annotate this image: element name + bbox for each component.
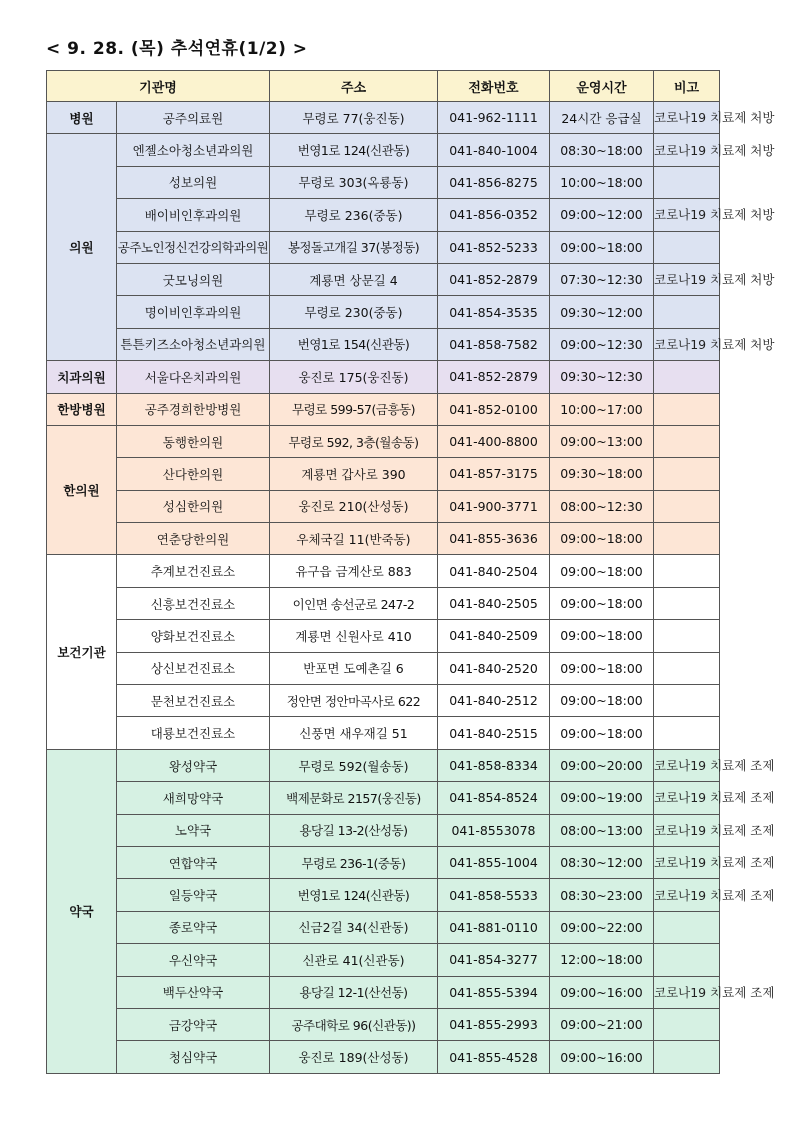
- hours-cell: 09:00~16:00: [550, 976, 654, 1008]
- hours-cell: 09:00~12:00: [550, 199, 654, 231]
- phone-cell: 041-855-3636: [438, 523, 550, 555]
- table-row: [47, 425, 720, 457]
- institution-name-cell: 청심약국: [117, 1041, 270, 1073]
- note-cell: [654, 685, 720, 717]
- address-cell: 웅진로 210(산성동): [270, 490, 438, 522]
- table-row: [47, 263, 720, 295]
- note-cell: 코로나19 치료제 조제: [654, 782, 720, 814]
- hours-cell: 09:00~22:00: [550, 911, 654, 943]
- note-cell: [654, 1041, 720, 1073]
- note-cell: [654, 458, 720, 490]
- category-cell: 한방병원: [47, 393, 117, 425]
- institution-name-cell: 동행한의원: [117, 425, 270, 457]
- hours-cell: 08:30~12:00: [550, 846, 654, 878]
- address-cell: 계룡면 신원사로 410: [270, 620, 438, 652]
- table-row: [47, 749, 720, 781]
- phone-cell: 041-852-2879: [438, 263, 550, 295]
- note-cell: [654, 231, 720, 263]
- hours-cell: 09:00~20:00: [550, 749, 654, 781]
- institution-name-cell: 배이비인후과의원: [117, 199, 270, 231]
- note-cell: [654, 166, 720, 198]
- address-cell: 신관로 41(신관동): [270, 944, 438, 976]
- note-cell: [654, 587, 720, 619]
- address-cell: 유구읍 금계산로 883: [270, 555, 438, 587]
- institution-name-cell: 대룡보건진료소: [117, 717, 270, 749]
- institution-name-cell: 튼튼키즈소아청소년과의원: [117, 328, 270, 360]
- institution-name-cell: 굿모닝의원: [117, 263, 270, 295]
- hours-cell: 10:00~18:00: [550, 166, 654, 198]
- table-row: [47, 911, 720, 943]
- phone-cell: 041-857-3175: [438, 458, 550, 490]
- institution-name-cell: 왕성약국: [117, 749, 270, 781]
- phone-cell: 041-852-0100: [438, 393, 550, 425]
- address-cell: 무령로 303(옥룡동): [270, 166, 438, 198]
- note-cell: [654, 911, 720, 943]
- address-cell: 무령로 592, 3층(월송동): [270, 425, 438, 457]
- phone-cell: 041-856-8275: [438, 166, 550, 198]
- phone-cell: 041-962-1111: [438, 102, 550, 134]
- institution-name-cell: 산다한의원: [117, 458, 270, 490]
- phone-cell: 041-855-4528: [438, 1041, 550, 1073]
- table-row: [47, 102, 720, 134]
- address-cell: 무령로 236(중동): [270, 199, 438, 231]
- address-cell: 반포면 도예촌길 6: [270, 652, 438, 684]
- phone-cell: 041-852-2879: [438, 361, 550, 393]
- table-row: [47, 879, 720, 911]
- institution-name-cell: 연합약국: [117, 846, 270, 878]
- table-row: [47, 166, 720, 198]
- table-row: [47, 782, 720, 814]
- table-row: [47, 944, 720, 976]
- institution-name-cell: 우신약국: [117, 944, 270, 976]
- institution-name-cell: 종로약국: [117, 911, 270, 943]
- address-cell: 무령로 230(중동): [270, 296, 438, 328]
- table-row: [47, 490, 720, 522]
- note-cell: 코로나19 치료제 처방: [654, 134, 720, 166]
- header-phone: 전화번호: [438, 71, 550, 102]
- phone-cell: 041-855-1004: [438, 846, 550, 878]
- phone-cell: 041-855-2993: [438, 1008, 550, 1040]
- note-cell: 코로나19 치료제 조제: [654, 814, 720, 846]
- category-cell: 한의원: [47, 425, 117, 555]
- note-cell: 코로나19 치료제 처방: [654, 263, 720, 295]
- header-note: 비고: [654, 71, 720, 102]
- table-row: [47, 458, 720, 490]
- address-cell: 공주대학로 96(신관동)): [270, 1008, 438, 1040]
- address-cell: 무령로 77(웅진동): [270, 102, 438, 134]
- institution-name-cell: 명이비인후과의원: [117, 296, 270, 328]
- table-row: [47, 231, 720, 263]
- header-hours: 운영시간: [550, 71, 654, 102]
- note-cell: [654, 717, 720, 749]
- table-row: [47, 1041, 720, 1073]
- hours-cell: 09:00~16:00: [550, 1041, 654, 1073]
- phone-cell: 041-852-5233: [438, 231, 550, 263]
- phone-cell: 041-854-8524: [438, 782, 550, 814]
- hours-cell: 09:00~18:00: [550, 587, 654, 619]
- address-cell: 번영1로 124(신관동): [270, 879, 438, 911]
- phone-cell: 041-840-2512: [438, 685, 550, 717]
- note-cell: 코로나19 치료제 처방: [654, 328, 720, 360]
- category-cell: 보건기관: [47, 555, 117, 749]
- phone-cell: 041-855-5394: [438, 976, 550, 1008]
- table-row: [47, 523, 720, 555]
- note-cell: [654, 944, 720, 976]
- institution-name-cell: 성보의원: [117, 166, 270, 198]
- note-cell: 코로나19 치료제 조제: [654, 749, 720, 781]
- hours-cell: 24시간 응급실: [550, 102, 654, 134]
- note-cell: [654, 523, 720, 555]
- phone-cell: 041-881-0110: [438, 911, 550, 943]
- address-cell: 계룡면 상문길 4: [270, 263, 438, 295]
- phone-cell: 041-858-7582: [438, 328, 550, 360]
- table-row: [47, 134, 720, 166]
- institution-name-cell: 일등약국: [117, 879, 270, 911]
- table-row: [47, 199, 720, 231]
- address-cell: 봉정돌고개길 37(봉정동): [270, 231, 438, 263]
- table-row: [47, 717, 720, 749]
- hours-cell: 08:30~23:00: [550, 879, 654, 911]
- phone-cell: 041-840-2505: [438, 587, 550, 619]
- address-cell: 무령로 236-1(중동): [270, 846, 438, 878]
- address-cell: 번영1로 154(신관동): [270, 328, 438, 360]
- address-cell: 무령로 599-57(금흥동): [270, 393, 438, 425]
- phone-cell: 041-840-1004: [438, 134, 550, 166]
- note-cell: [654, 425, 720, 457]
- hours-cell: 08:00~13:00: [550, 814, 654, 846]
- note-cell: [654, 361, 720, 393]
- hours-cell: 08:30~18:00: [550, 134, 654, 166]
- table-body: [47, 102, 775, 1074]
- hours-cell: 09:00~18:00: [550, 620, 654, 652]
- institution-name-cell: 문천보건진료소: [117, 685, 270, 717]
- category-cell: 약국: [47, 749, 117, 1073]
- phone-cell: 041-900-3771: [438, 490, 550, 522]
- address-cell: 정안면 정안마곡사로 622: [270, 685, 438, 717]
- table-row: [47, 846, 720, 878]
- address-cell: 이인면 송선군로 247-2: [270, 587, 438, 619]
- note-cell: [654, 296, 720, 328]
- note-cell: 코로나19 치료제 조제: [654, 879, 720, 911]
- phone-cell: 041-854-3535: [438, 296, 550, 328]
- phone-cell: 041-854-3277: [438, 944, 550, 976]
- institution-name-cell: 공주경희한방병원: [117, 393, 270, 425]
- institution-name-cell: 노약국: [117, 814, 270, 846]
- hours-cell: 09:30~12:00: [550, 296, 654, 328]
- institution-name-cell: 연춘당한의원: [117, 523, 270, 555]
- hours-cell: 09:00~13:00: [550, 425, 654, 457]
- note-cell: 코로나19 치료제 처방: [654, 199, 720, 231]
- table-row: [47, 587, 720, 619]
- hours-cell: 10:00~17:00: [550, 393, 654, 425]
- table-row: [47, 685, 720, 717]
- note-cell: 코로나19 치료제 조제: [654, 846, 720, 878]
- hours-cell: 09:30~18:00: [550, 458, 654, 490]
- phone-cell: 041-8553078: [438, 814, 550, 846]
- page-title: < 9. 28. (목) 추석연휴(1/2) >: [46, 39, 308, 59]
- institution-name-cell: 신흥보건진료소: [117, 587, 270, 619]
- institution-name-cell: 엔젤소아청소년과의원: [117, 134, 270, 166]
- institution-name-cell: 백두산약국: [117, 976, 270, 1008]
- table-row: [47, 652, 720, 684]
- hours-cell: 09:00~18:00: [550, 523, 654, 555]
- note-cell: 코로나19 치료제 처방: [654, 102, 720, 134]
- table-row: [47, 976, 720, 1008]
- note-cell: 코로나19 치료제 조제: [654, 976, 720, 1008]
- phone-cell: 041-840-2520: [438, 652, 550, 684]
- category-cell: 의원: [47, 134, 117, 361]
- table-row: [47, 620, 720, 652]
- address-cell: 계룡면 갑사로 390: [270, 458, 438, 490]
- table-row: [47, 328, 720, 360]
- note-cell: [654, 490, 720, 522]
- table-row: [47, 555, 720, 587]
- category-cell: 병원: [47, 102, 117, 134]
- address-cell: 용당길 12-1(산선동): [270, 976, 438, 1008]
- note-cell: [654, 393, 720, 425]
- table-row: [47, 1008, 720, 1040]
- institution-name-cell: 새희망약국: [117, 782, 270, 814]
- address-cell: 신금2길 34(신관동): [270, 911, 438, 943]
- address-cell: 우체국길 11(반죽동): [270, 523, 438, 555]
- institution-name-cell: 상신보건진료소: [117, 652, 270, 684]
- hours-cell: 09:00~18:00: [550, 652, 654, 684]
- hours-cell: 09:00~18:00: [550, 231, 654, 263]
- phone-cell: 041-400-8800: [438, 425, 550, 457]
- table-row: [47, 296, 720, 328]
- table-row: [47, 393, 720, 425]
- hours-cell: 09:00~19:00: [550, 782, 654, 814]
- address-cell: 무령로 592(월송동): [270, 749, 438, 781]
- phone-cell: 041-840-2515: [438, 717, 550, 749]
- institution-name-cell: 공주노인정신건강의학과의원: [117, 231, 270, 263]
- institution-name-cell: 성심한의원: [117, 490, 270, 522]
- phone-cell: 041-858-8334: [438, 749, 550, 781]
- address-cell: 웅진로 189(산성동): [270, 1041, 438, 1073]
- institution-name-cell: 공주의료원: [117, 102, 270, 134]
- hours-cell: 09:00~18:00: [550, 717, 654, 749]
- hours-cell: 09:00~12:30: [550, 328, 654, 360]
- note-cell: [654, 652, 720, 684]
- holiday-schedule-table: [46, 70, 775, 1074]
- phone-cell: 041-858-5533: [438, 879, 550, 911]
- header-institution: 기관명: [47, 71, 270, 102]
- hours-cell: 09:30~12:30: [550, 361, 654, 393]
- table-row: [47, 361, 720, 393]
- table-row: [47, 814, 720, 846]
- hours-cell: 09:00~18:00: [550, 685, 654, 717]
- hours-cell: 09:00~18:00: [550, 555, 654, 587]
- address-cell: 용당길 13-2(산성동): [270, 814, 438, 846]
- phone-cell: 041-840-2509: [438, 620, 550, 652]
- institution-name-cell: 서울다온치과의원: [117, 361, 270, 393]
- table-header-row: [47, 71, 720, 102]
- note-cell: [654, 620, 720, 652]
- hours-cell: 12:00~18:00: [550, 944, 654, 976]
- address-cell: 번영1로 124(신관동): [270, 134, 438, 166]
- institution-name-cell: 금강약국: [117, 1008, 270, 1040]
- header-address: 주소: [270, 71, 438, 102]
- phone-cell: 041-856-0352: [438, 199, 550, 231]
- institution-name-cell: 양화보건진료소: [117, 620, 270, 652]
- address-cell: 백제문화로 2157(웅진동): [270, 782, 438, 814]
- phone-cell: 041-840-2504: [438, 555, 550, 587]
- address-cell: 웅진로 175(웅진동): [270, 361, 438, 393]
- hours-cell: 07:30~12:30: [550, 263, 654, 295]
- category-cell: 치과의원: [47, 361, 117, 393]
- institution-name-cell: 추계보건진료소: [117, 555, 270, 587]
- note-cell: [654, 555, 720, 587]
- address-cell: 신풍면 새우재길 51: [270, 717, 438, 749]
- note-cell: [654, 1008, 720, 1040]
- hours-cell: 09:00~21:00: [550, 1008, 654, 1040]
- hours-cell: 08:00~12:30: [550, 490, 654, 522]
